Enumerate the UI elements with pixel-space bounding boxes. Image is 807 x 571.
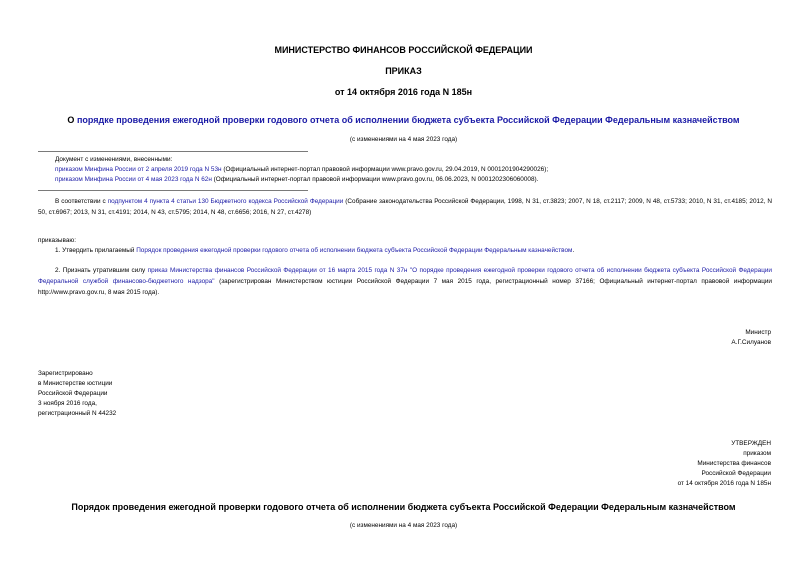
item-1 — [55, 246, 772, 256]
signature-name: А.Г.Силуанов — [731, 339, 771, 346]
registration-line: регистрационный N 44232 — [38, 410, 117, 417]
changes-block — [55, 155, 775, 185]
preamble-post: (Собрание законодательства Российской Федерации, 1998, N 31, ст.3823; 2007, N 18, ст.2117; 2009, N 48, ст.5733; 2010, N 31, ст.4185; 2012, N 50, ст.6967; 2013, N 31, ст.4191; 2014, N 43, ст.5795; 2014, N 48, ст.6656; 2016, N 27, ст.4278) — [38, 198, 772, 216]
change-text-1: (Официальный интернет-портал правовой информации www.pravo.gov.ru, 29.04.2019, N 0001201904290026); — [221, 166, 549, 173]
procedure-link[interactable]: Порядок проведения ежегодной проверки годового отчета об исполнении бюджета субъекта Российской Федерации Федеральным казначейством — [136, 247, 573, 254]
divider-bottom — [38, 190, 308, 191]
annex-amended-note: (с изменениями на 4 мая 2023 года) — [349, 522, 458, 529]
document-type: ПРИКАЗ — [385, 66, 422, 76]
registration-line: Российской Федерации — [38, 390, 108, 397]
annex-title: Порядок проведения ежегодной проверки годового отчета об исполнении бюджета субъекта Российской Федерации Федеральным казначейством — [71, 502, 736, 512]
change-link-1[interactable]: приказом Минфина России от 2 апреля 2019 года N 53н — [55, 166, 222, 173]
registration-line: Зарегистрировано — [38, 370, 93, 377]
registration-line: в Министерстве юстиции — [38, 380, 113, 387]
change-text-2: (Официальный интернет-портал правовой информации www.pravo.gov.ru, 06.06.2023, N 0001202306060008). — [211, 176, 539, 183]
change-item — [55, 175, 775, 185]
approved-line: Министерства финансов — [697, 460, 771, 467]
registration-block — [38, 369, 238, 419]
signature-block — [571, 328, 771, 348]
item-1-post: . — [572, 247, 575, 254]
item-2 — [38, 265, 772, 298]
approved-line: УТВЕРЖДЕН — [731, 440, 771, 447]
ministry-heading: МИНИСТЕРСТВО ФИНАНСОВ РОССИЙСКОЙ ФЕДЕРАЦИИ — [274, 45, 533, 55]
approved-line: от 14 октября 2016 года N 185н — [677, 480, 771, 487]
title-prefix: О — [67, 115, 77, 125]
divider-top — [38, 151, 308, 152]
change-link-2[interactable]: приказом Минфина России от 4 мая 2023 года N 62н — [55, 176, 212, 183]
item-2-post: (зарегистрирован Министерством юстиции Российской Федерации 7 мая 2015 года, регистрационный номер 37166; Официальный интернет-портал правовой информации http://www.pravo.gov.ru, 8 мая 2015 года). — [38, 278, 772, 296]
approved-line: приказом — [743, 450, 771, 457]
title-link[interactable]: порядке проведения ежегодной проверки годового отчета об исполнении бюджета субъекта Российской Федерации Федеральным казначейством — [76, 115, 740, 125]
preamble-paragraph — [38, 196, 772, 218]
document-date-number: от 14 октября 2016 года N 185н — [334, 87, 473, 97]
approved-block — [551, 439, 771, 489]
order-word: приказываю: — [38, 237, 76, 244]
item-2-pre: 2. Признать утратившим силу — [55, 267, 148, 274]
preamble-pre: В соответствии с — [55, 198, 108, 205]
registration-line: 3 ноября 2016 года, — [38, 400, 97, 407]
item-1-pre: 1. Утвердить прилагаемый — [55, 247, 137, 254]
amended-note: (с изменениями на 4 мая 2023 года) — [349, 136, 458, 143]
changes-intro: Документ с изменениями, внесенными: — [55, 156, 173, 163]
signature-position: Министр — [745, 329, 771, 336]
repealed-order-link[interactable]: приказ Министерства финансов Российской Федерации от 16 марта 2015 года N 37н "О порядке проведения ежегодной проверки годового отчета об исполнении бюджета субъекта Российской Федерации Федеральной службой финансово-бюджетного надзора" — [38, 267, 772, 285]
document-title — [0, 115, 807, 126]
change-item — [55, 165, 775, 175]
approved-line: Российской Федерации — [701, 470, 771, 477]
budget-code-link[interactable]: подпунктом 4 пункта 4 статьи 130 Бюджетного кодекса Российской Федерации — [107, 198, 344, 205]
